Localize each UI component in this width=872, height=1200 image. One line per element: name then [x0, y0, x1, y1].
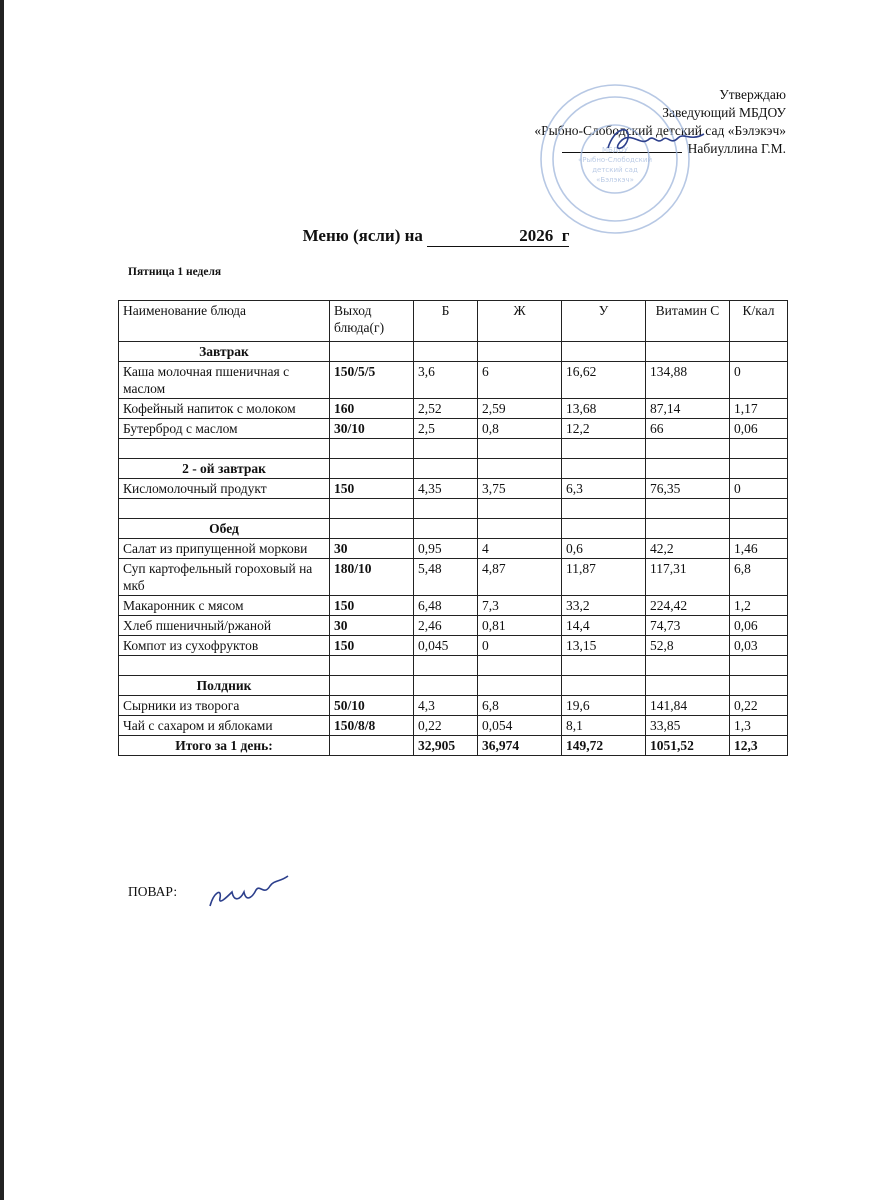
empty-cell: [330, 499, 414, 519]
total-row: [119, 736, 788, 756]
section-title: Полдник: [119, 676, 330, 696]
menu-table: [118, 300, 788, 756]
table-row: [119, 362, 788, 399]
empty-cell: [330, 519, 414, 539]
section-row: [119, 459, 788, 479]
nutrient-cell: 1,17: [730, 399, 788, 419]
nutrient-cell: 19,6: [562, 696, 646, 716]
nutrient-cell: 0,95: [414, 539, 478, 559]
title-prefix: Меню (ясли) на: [302, 226, 428, 245]
nutrient-cell: 8,1: [562, 716, 646, 736]
approve-line: Утверждаю: [719, 87, 786, 102]
page-title: [0, 226, 872, 247]
empty-cell: [562, 459, 646, 479]
empty-cell: [730, 519, 788, 539]
empty-cell: [478, 656, 562, 676]
empty-cell: [646, 519, 730, 539]
dish-name: Салат из припущенной моркови: [119, 539, 330, 559]
nutrient-cell: 0,054: [478, 716, 562, 736]
dish-name: Компот из сухофруктов: [119, 636, 330, 656]
empty-cell: [414, 499, 478, 519]
cook-signature: [204, 872, 294, 912]
empty-cell: [330, 676, 414, 696]
empty-cell: [562, 519, 646, 539]
nutrient-cell: 6,3: [562, 479, 646, 499]
nutrient-cell: 1,2: [730, 596, 788, 616]
nutrient-cell: 4,3: [414, 696, 478, 716]
nutrient-cell: 2,5: [414, 419, 478, 439]
nutrient-cell: 33,85: [646, 716, 730, 736]
nutrient-cell: 87,14: [646, 399, 730, 419]
nutrient-cell: 0,06: [730, 419, 788, 439]
empty-cell: [330, 459, 414, 479]
portion-cell: 150: [330, 479, 414, 499]
nutrient-cell: 0,6: [562, 539, 646, 559]
nutrient-cell: 13,68: [562, 399, 646, 419]
section-row: [119, 342, 788, 362]
empty-cell: [478, 519, 562, 539]
nutrient-cell: 0: [478, 636, 562, 656]
nutrient-cell: 134,88: [646, 362, 730, 399]
empty-cell: [562, 499, 646, 519]
nutrient-cell: 11,87: [562, 559, 646, 596]
empty-cell: [730, 439, 788, 459]
empty-cell: [562, 439, 646, 459]
empty-cell: [478, 459, 562, 479]
table-row: [119, 559, 788, 596]
section-title: 2 - ой завтрак: [119, 459, 330, 479]
dish-name: Макаронник с мясом: [119, 596, 330, 616]
header-cell: Наименование блюда: [119, 301, 330, 342]
nutrient-cell: 4,35: [414, 479, 478, 499]
portion-cell: 150: [330, 596, 414, 616]
nutrient-cell: 0,22: [414, 716, 478, 736]
nutrient-cell: 6,8: [478, 696, 562, 716]
empty-cell: [330, 439, 414, 459]
table-row: [119, 616, 788, 636]
header-cell: К/кал: [730, 301, 788, 342]
dish-name: Бутерброд с маслом: [119, 419, 330, 439]
total-cell: 1051,52: [646, 736, 730, 756]
header-cell: У: [562, 301, 646, 342]
table-row: [119, 539, 788, 559]
dish-name: Чай с сахаром и яблоками: [119, 716, 330, 736]
approve-line: Заведующий МБДОУ: [662, 105, 786, 120]
total-cell: 36,974: [478, 736, 562, 756]
nutrient-cell: 1,3: [730, 716, 788, 736]
dish-name: Каша молочная пшеничная с маслом: [119, 362, 330, 399]
empty-cell: [414, 656, 478, 676]
empty-cell: [562, 676, 646, 696]
nutrient-cell: 7,3: [478, 596, 562, 616]
total-cell: 12,3: [730, 736, 788, 756]
approve-line: «Рыбно-Слободский детский сад «Бэлэкэч»: [534, 123, 786, 138]
total-label: Итого за 1 день:: [119, 736, 330, 756]
title-suffix: г: [561, 226, 570, 245]
nutrient-cell: 117,31: [646, 559, 730, 596]
nutrient-cell: 0,22: [730, 696, 788, 716]
spacer-row: [119, 499, 788, 519]
nutrient-cell: 2,59: [478, 399, 562, 419]
section-row: [119, 676, 788, 696]
header-cell: Витамин С: [646, 301, 730, 342]
table-row: [119, 696, 788, 716]
empty-cell: [646, 499, 730, 519]
spacer-row: [119, 439, 788, 459]
portion-cell: 50/10: [330, 696, 414, 716]
table-row: [119, 479, 788, 499]
table-row: [119, 636, 788, 656]
table-row: [119, 716, 788, 736]
stamp-text: детский сад: [592, 166, 638, 174]
header-row: [119, 301, 788, 342]
cook-label: ПОВАР:: [128, 884, 178, 899]
nutrient-cell: 6,8: [730, 559, 788, 596]
portion-cell: 150/5/5: [330, 362, 414, 399]
empty-cell: [119, 439, 330, 459]
empty-cell: [414, 676, 478, 696]
table-row: [119, 419, 788, 439]
empty-cell: [730, 676, 788, 696]
portion-cell: 30: [330, 616, 414, 636]
empty-cell: [646, 342, 730, 362]
nutrient-cell: 14,4: [562, 616, 646, 636]
empty-cell: [478, 342, 562, 362]
nutrient-cell: 4,87: [478, 559, 562, 596]
nutrient-cell: 76,35: [646, 479, 730, 499]
empty-cell: [330, 342, 414, 362]
nutrient-cell: 6: [478, 362, 562, 399]
stamp-text: МБДОУ: [601, 146, 629, 154]
header-cell: Б: [414, 301, 478, 342]
empty-cell: [478, 499, 562, 519]
portion-cell: 30: [330, 539, 414, 559]
portion-cell: 30/10: [330, 419, 414, 439]
empty-cell: [646, 676, 730, 696]
title-year: 2026: [519, 226, 554, 245]
spacer-row: [119, 656, 788, 676]
nutrient-cell: 6,48: [414, 596, 478, 616]
empty-cell: [330, 656, 414, 676]
nutrient-cell: 42,2: [646, 539, 730, 559]
dish-name: Кисломолочный продукт: [119, 479, 330, 499]
header-cell: Ж: [478, 301, 562, 342]
empty-cell: [730, 342, 788, 362]
head-name: Набиуллина Г.М.: [687, 141, 786, 156]
nutrient-cell: 16,62: [562, 362, 646, 399]
nutrient-cell: 1,46: [730, 539, 788, 559]
section-title: Обед: [119, 519, 330, 539]
date-blank: [427, 226, 569, 247]
nutrient-cell: 141,84: [646, 696, 730, 716]
nutrient-cell: 5,48: [414, 559, 478, 596]
empty-cell: [562, 656, 646, 676]
head-signature: [600, 120, 710, 160]
nutrient-cell: 74,73: [646, 616, 730, 636]
menu-body: [119, 342, 788, 756]
empty-cell: [414, 439, 478, 459]
scan-edge: [0, 0, 4, 1200]
portion-cell: 150: [330, 636, 414, 656]
dish-name: Кофейный напиток с молоком: [119, 399, 330, 419]
empty-cell: [562, 342, 646, 362]
empty-cell: [730, 656, 788, 676]
table-row: [119, 399, 788, 419]
empty-cell: [646, 459, 730, 479]
dish-name: Хлеб пшеничный/ржаной: [119, 616, 330, 636]
empty-cell: [478, 439, 562, 459]
dish-name: Сырники из творога: [119, 696, 330, 716]
nutrient-cell: 0,045: [414, 636, 478, 656]
stamp-text: «Рыбно-Слободский: [578, 156, 652, 164]
total-cell: 32,905: [414, 736, 478, 756]
empty-cell: [646, 439, 730, 459]
portion-cell: 150/8/8: [330, 716, 414, 736]
portion-cell: 160: [330, 399, 414, 419]
nutrient-cell: 0,03: [730, 636, 788, 656]
empty-cell: [414, 459, 478, 479]
empty-cell: [414, 519, 478, 539]
empty-cell: [646, 656, 730, 676]
nutrient-cell: 13,15: [562, 636, 646, 656]
empty-cell: [119, 656, 330, 676]
nutrient-cell: 33,2: [562, 596, 646, 616]
total-cell: 149,72: [562, 736, 646, 756]
stamp-text: «Бэлэкэч»: [596, 176, 634, 184]
empty-cell: [730, 459, 788, 479]
nutrient-cell: 224,42: [646, 596, 730, 616]
nutrient-cell: 0: [730, 479, 788, 499]
portion-cell: 180/10: [330, 559, 414, 596]
nutrient-cell: 2,46: [414, 616, 478, 636]
section-title: Завтрак: [119, 342, 330, 362]
empty-cell: [119, 499, 330, 519]
empty-cell: [730, 499, 788, 519]
empty-cell: [478, 676, 562, 696]
nutrient-cell: 66: [646, 419, 730, 439]
total-cell: [330, 736, 414, 756]
table-row: [119, 596, 788, 616]
section-row: [119, 519, 788, 539]
nutrient-cell: 4: [478, 539, 562, 559]
empty-cell: [414, 342, 478, 362]
nutrient-cell: 0,06: [730, 616, 788, 636]
nutrient-cell: 12,2: [562, 419, 646, 439]
nutrient-cell: 3,75: [478, 479, 562, 499]
nutrient-cell: 3,6: [414, 362, 478, 399]
nutrient-cell: 2,52: [414, 399, 478, 419]
dish-name: Суп картофельный гороховый на мкб: [119, 559, 330, 596]
nutrient-cell: 0: [730, 362, 788, 399]
nutrient-cell: 0,81: [478, 616, 562, 636]
day-label: Пятница 1 неделя: [128, 266, 222, 278]
nutrient-cell: 52,8: [646, 636, 730, 656]
header-cell: Выход блюда(г): [330, 301, 414, 342]
nutrient-cell: 0,8: [478, 419, 562, 439]
